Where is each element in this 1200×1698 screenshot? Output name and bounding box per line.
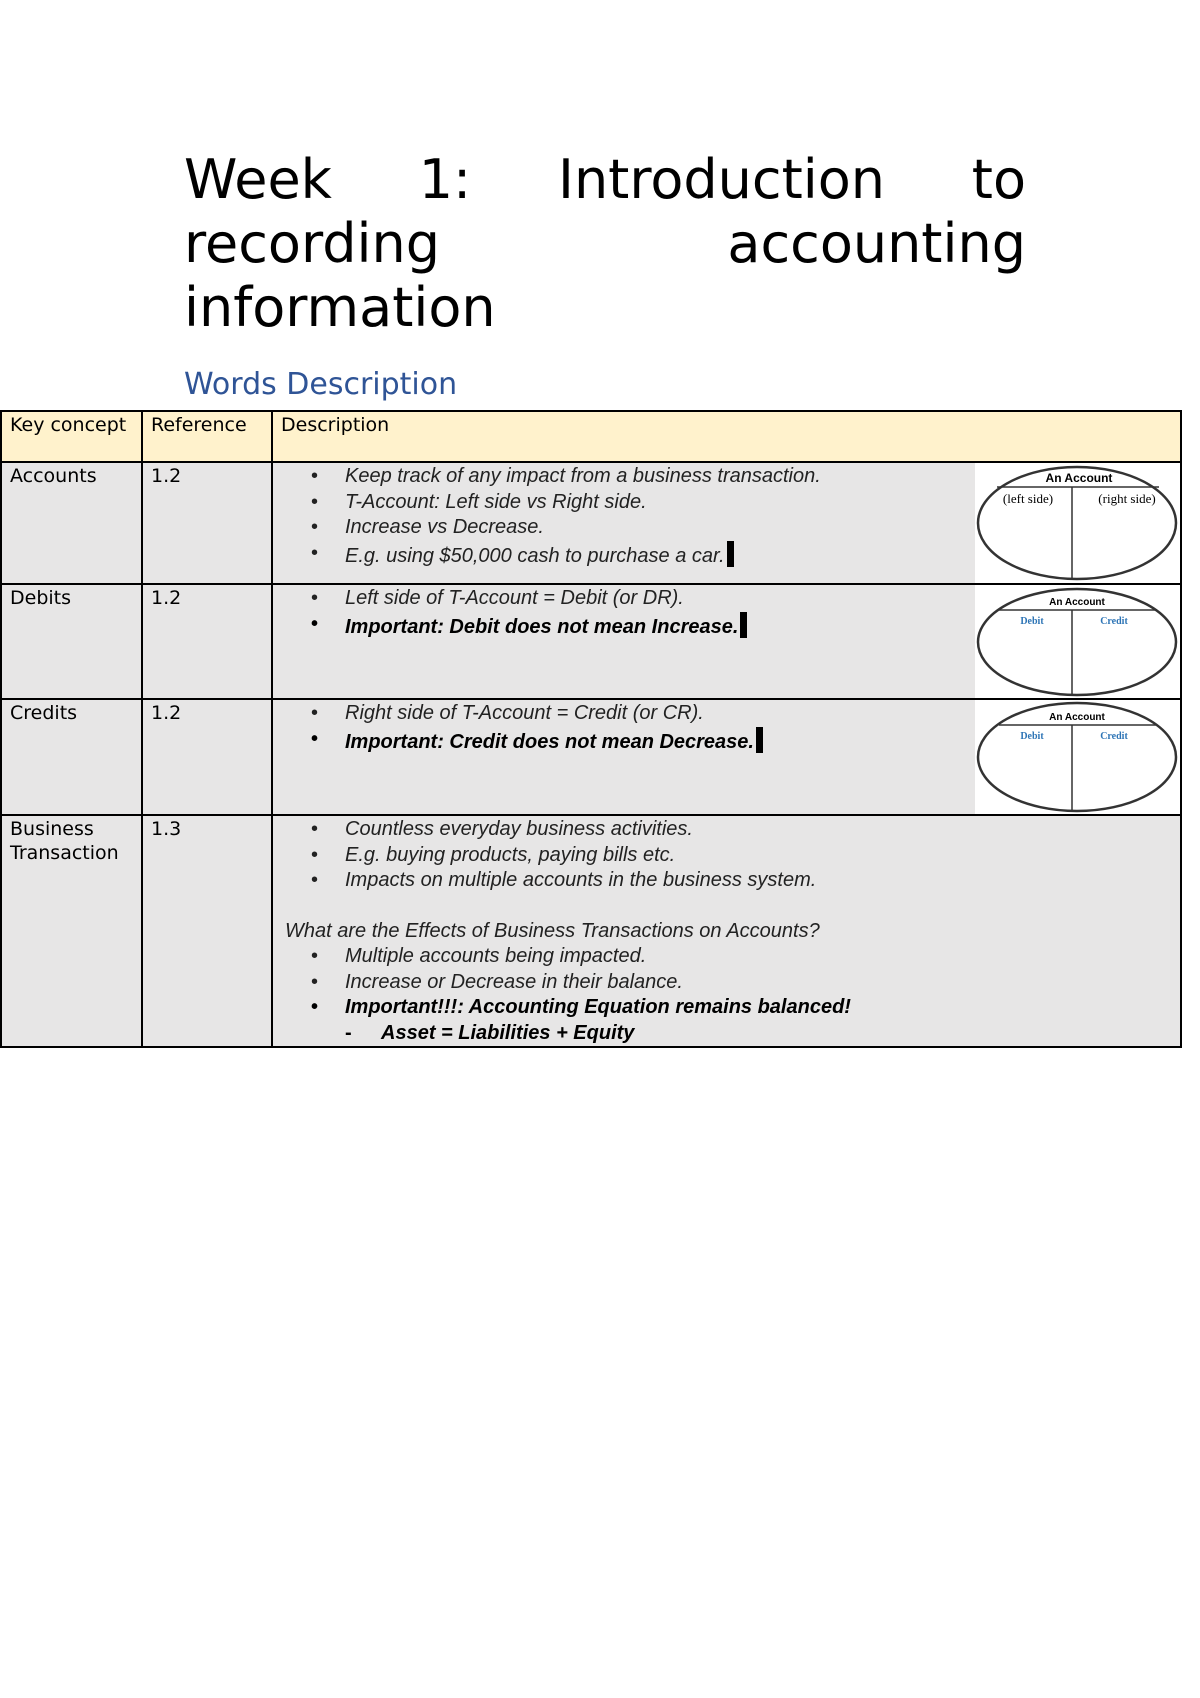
table-row: [1, 584, 1181, 699]
bullet-list: [285, 817, 1172, 894]
effects-question: What are the Effects of Business Transactions on Accounts?: [285, 919, 820, 942]
text-cursor: [727, 541, 734, 567]
diagram-credit-label: Credit: [1100, 616, 1128, 627]
list-item: • Left side of T-Account = Debit (or DR).: [345, 586, 967, 612]
list-item: • Right side of T-Account = Credit (or CR).: [345, 701, 967, 727]
list-item: • Important!!!: Accounting Equation remains balanced!: [345, 995, 1172, 1021]
list-item: • Increase or Decrease in their balance.: [345, 970, 1172, 996]
reference-cell: 1.2: [142, 699, 272, 815]
t-account-diagram: [975, 463, 1180, 583]
diagram-title: An Account: [1049, 597, 1105, 608]
key-concepts-table: [0, 410, 1182, 1048]
list-item: • Increase vs Decrease.: [345, 515, 967, 541]
diagram-title: An Account: [1045, 471, 1113, 485]
concept-cell: Business Transaction: [1, 815, 142, 1047]
list-item: • Multiple accounts being impacted.: [345, 944, 1172, 970]
table-header-row: [1, 411, 1181, 462]
description-cell: [272, 584, 1181, 699]
text-cursor: [740, 612, 747, 638]
bullet-list: [285, 586, 967, 640]
text-cursor: [756, 727, 763, 753]
list-item: • E.g. using $50,000 cash to purchase a car.: [345, 541, 967, 570]
header-reference: Reference: [142, 411, 272, 462]
list-item: • Countless everyday business activities.: [345, 817, 1172, 843]
concept-cell: Debits: [1, 584, 142, 699]
list-item: • Impacts on multiple accounts in the business system.: [345, 868, 1172, 894]
table-row: [1, 699, 1181, 815]
reference-cell: 1.3: [142, 815, 272, 1047]
t-account-diagram: [975, 700, 1180, 814]
diagram-left-label: (left side): [1002, 491, 1054, 506]
description-cell: [272, 462, 1181, 584]
equation-item: - Asset = Liabilities + Equity: [345, 1021, 1172, 1047]
diagram-debit-label: Debit: [1020, 731, 1044, 742]
effects-list: [285, 944, 1172, 1046]
bullet-list: [285, 464, 967, 569]
bullet-list: [285, 701, 967, 755]
description-cell: [272, 815, 1181, 1047]
list-item: • Important: Credit does not mean Decrease.: [345, 727, 967, 756]
concept-cell: Accounts: [1, 462, 142, 584]
diagram-title: An Account: [1049, 712, 1105, 723]
reference-cell: 1.2: [142, 584, 272, 699]
diagram-right-label: (right side): [1098, 491, 1156, 506]
list-item: • Important: Debit does not mean Increase.: [345, 612, 967, 641]
t-account-diagram: [975, 585, 1180, 698]
header-key-concept: Key concept: [1, 411, 142, 462]
header-description: Description: [272, 411, 1181, 462]
table-row: [1, 815, 1181, 1047]
section-subtitle: Words Description: [184, 367, 458, 402]
concept-cell: Credits: [1, 699, 142, 815]
list-item: • Keep track of any impact from a business transaction.: [345, 464, 967, 490]
description-cell: [272, 699, 1181, 815]
diagram-debit-label: Debit: [1020, 616, 1044, 627]
page-title: Week 1: Introduction to recording accounting information: [184, 148, 1026, 339]
table-row: [1, 462, 1181, 584]
reference-cell: 1.2: [142, 462, 272, 584]
list-item: • E.g. buying products, paying bills etc.: [345, 843, 1172, 869]
list-item: • T-Account: Left side vs Right side.: [345, 490, 967, 516]
diagram-credit-label: Credit: [1100, 731, 1128, 742]
